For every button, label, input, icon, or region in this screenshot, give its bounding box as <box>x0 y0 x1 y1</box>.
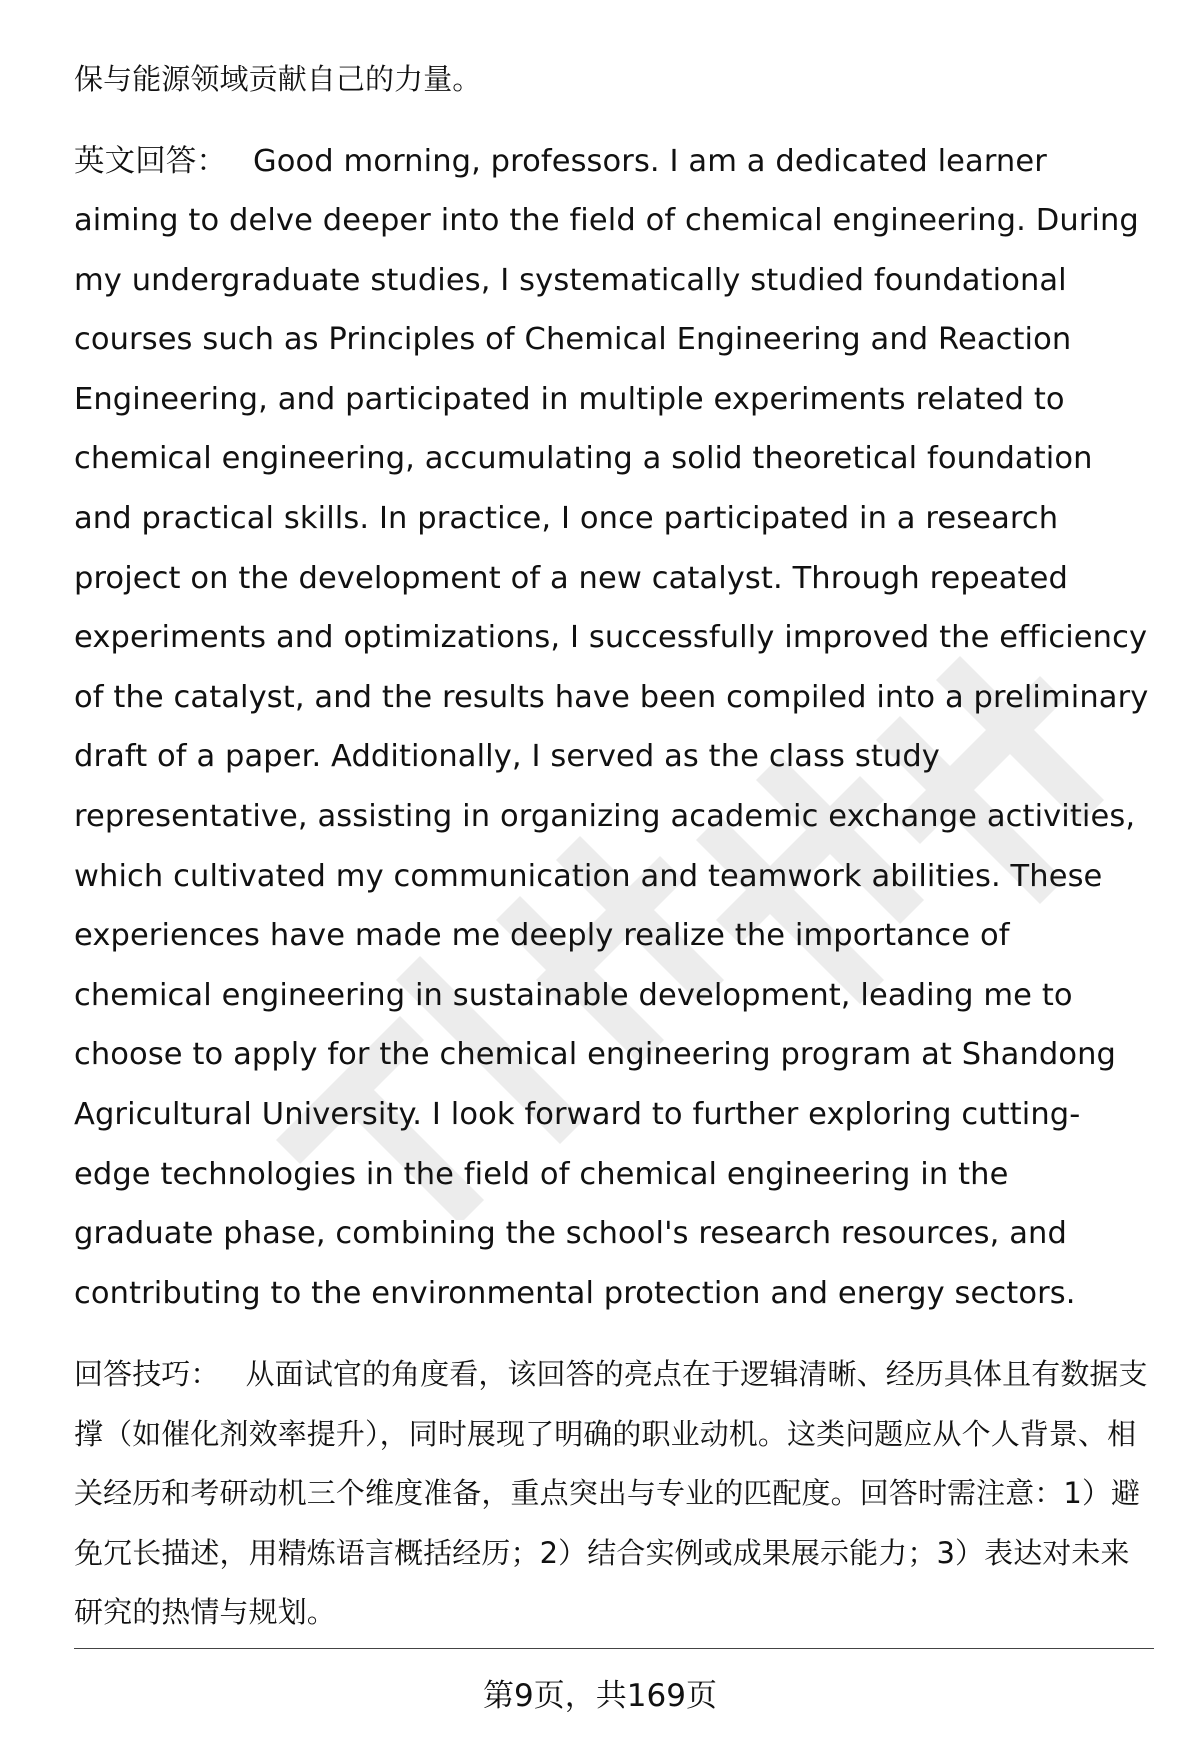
answer-tips-label: 回答技巧： <box>74 1357 220 1392</box>
english-answer-paragraph <box>74 132 1154 1324</box>
answer-tips-text: 从面试官的角度看，该回答的亮点在于逻辑清晰、经历具体且有数据支撑（如催化剂效率提升），同时展现了明确的职业动机。这类问题应从个人背景、相关经历和考研动机三个维度准备，重点突出与专业的匹配度。回答时需注意：1）避免冗长描述，用精炼语言概括经历；2）结合实例或成果展示能力；3）表达对未来研究的热情与规划。 <box>74 1357 1148 1630</box>
english-answer-text: Good morning, professors. I am a dedicated learner aiming to delve deeper into the field of chemical engineering. During my undergraduate studies, I systematically studied foundational courses such as Principles of Chemical Engineering and Reaction Engineering, and participated in multiple experiments related to chemical engineering, accumulating a solid theoretical foundation and practical skills. In practice, I once participated in a research project on the development of a new catalyst. Through repeated experiments and optimizations, I successfully improved the efficiency of the catalyst, and the results have been compiled into a preliminary draft of a paper. Additionally, I served as the class study representative, assisting in organizing academic exchange activities, which cultivated my communication and teamwork abilities. These experiences have made me deeply realize the importance of chemical engineering in sustainable development, leading me to choose to apply for the chemical engineering program at Shandong Agricultural University. I look forward to further exploring cutting-edge technologies in the field of chemical engineering in the graduate phase, combining the school's research resources, and contributing to the environmental protection and energy sectors. <box>74 143 1149 1311</box>
footer-divider <box>74 1648 1154 1649</box>
continuation-paragraph: 保与能源领域贡献自己的力量。 <box>74 62 482 96</box>
document-body <box>74 50 1154 1643</box>
page-number: 第9页，共169页 <box>483 1678 717 1714</box>
answer-tips-paragraph <box>74 1345 1154 1643</box>
english-answer-label: 英文回答： <box>74 143 227 179</box>
